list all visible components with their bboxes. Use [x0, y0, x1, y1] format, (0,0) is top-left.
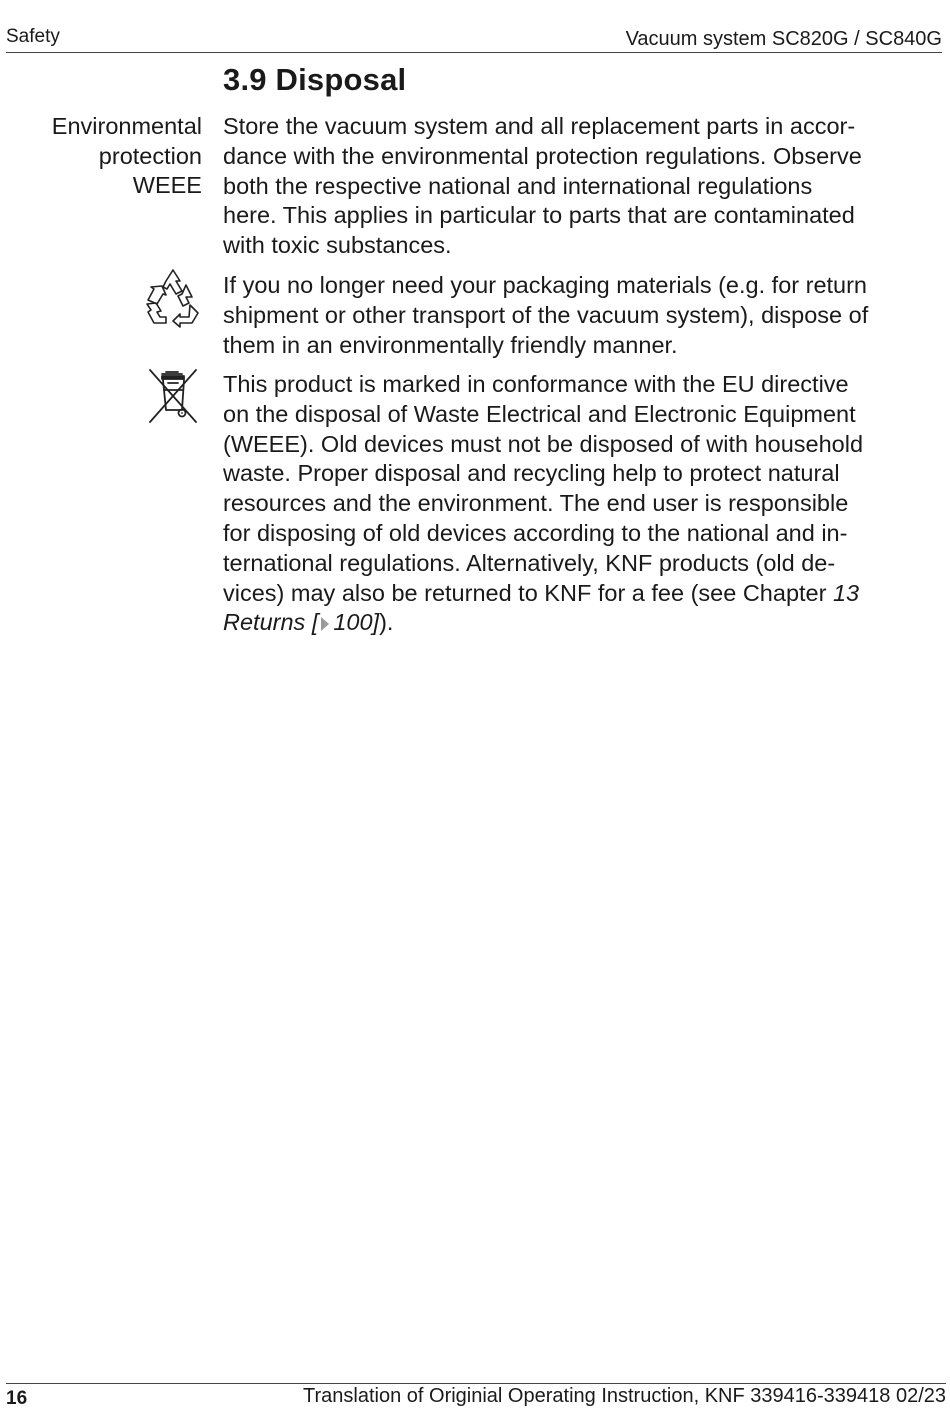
paragraph-weee: [223, 370, 943, 638]
text-line-content: vices) may also be returned to KNF for a fee (see Chapter: [223, 579, 827, 606]
text-line: resources and the environment. The end user is responsible: [223, 490, 849, 517]
text-line: here. This applies in particular to parts that are contaminated: [223, 202, 855, 229]
text-line: with toxic substances.: [223, 232, 452, 259]
margin-keyword: WEEE: [132, 172, 202, 198]
text-line: waste. Proper disposal and recycling help to protect natural: [223, 460, 840, 487]
chapter-cross-reference[interactable]: [223, 608, 943, 638]
text-line: ternational regulations. Alternatively, KNF products (old de-: [223, 549, 836, 576]
text-line: shipment or other transport of the vacuum system), dispose of: [223, 301, 869, 328]
text-line: both the respective national and international regulations: [223, 172, 813, 199]
text-line: Store the vacuum system and all replacement parts in accor-: [223, 113, 856, 139]
margin-keyword: Environmental: [51, 113, 202, 139]
crossed-out-wheelie-bin-icon: [146, 368, 200, 424]
section-title-text: Disposal: [275, 62, 407, 97]
page-reference-arrow-icon: [321, 617, 329, 631]
text-line: them in an environmentally friendly manner.: [223, 331, 678, 358]
paragraph-environmental-protection: [223, 112, 943, 261]
margin-keyword: protection: [98, 142, 202, 169]
page-footer: [6, 1383, 946, 1408]
margin-keywords: [52, 112, 202, 201]
page-number: 16: [6, 1388, 28, 1409]
section-title: [223, 62, 406, 98]
page-header: [6, 26, 942, 53]
text-line: dance with the environmental protection regulations. Observe: [223, 142, 862, 169]
text-line: on the disposal of Waste Electrical and Electronic Equipment: [223, 400, 856, 427]
text-line: [223, 579, 943, 609]
text-line: If you no longer need your packaging materials (e.g. for return: [223, 272, 868, 298]
recycle-icon: [142, 267, 204, 329]
cross-reference-label: Returns [: [223, 609, 319, 636]
text-line: for disposing of old devices according to the national and in-: [223, 519, 848, 546]
paragraph-packaging: [223, 271, 943, 360]
text-line-end: ).: [379, 609, 394, 636]
cross-reference-page: 100]: [333, 609, 380, 636]
header-section-name: Safety: [6, 26, 60, 47]
footer-document-info: Translation of Originial Operating Instruction, KNF 339416-339418 02/23: [303, 1385, 946, 1407]
text-line: This product is marked in conformance with the EU directive: [223, 371, 849, 397]
text-line: (WEEE). Old devices must not be disposed of with household: [223, 430, 864, 457]
header-product-name: Vacuum system SC820G / SC840G: [625, 28, 942, 50]
chapter-number: 13: [832, 579, 860, 606]
section-number: 3.9: [223, 62, 267, 97]
